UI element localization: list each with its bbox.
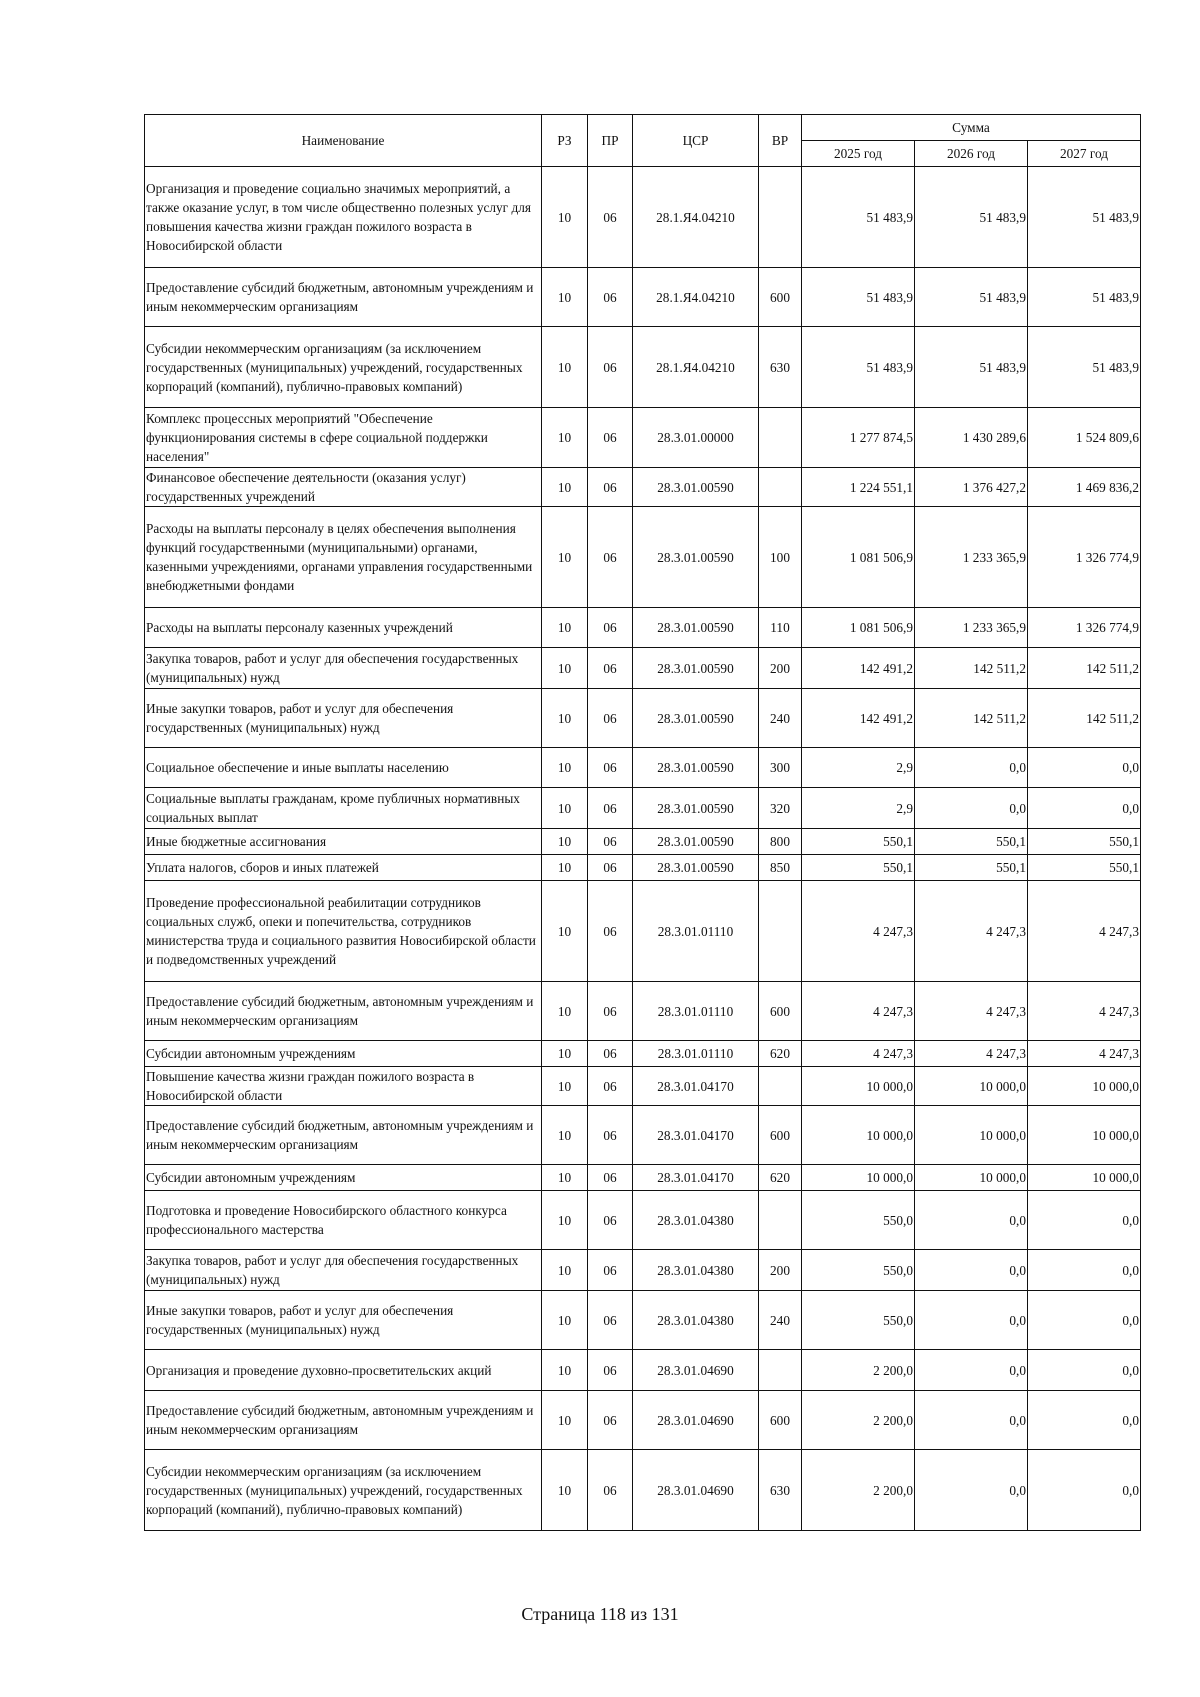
- cell-name: Комплекс процессных мероприятий "Обеспечение функционирования системы в сфере социальной поддержки населения": [145, 408, 542, 468]
- cell-vr: 620: [759, 1041, 802, 1067]
- cell-sum-2027: 550,1: [1028, 829, 1141, 855]
- header-year-2026: 2026 год: [915, 141, 1028, 167]
- cell-vr: 240: [759, 1291, 802, 1350]
- cell-pr: 06: [588, 1350, 633, 1391]
- cell-csr: 28.3.01.00000: [633, 408, 759, 468]
- cell-name: Предоставление субсидий бюджетным, автономным учреждениям и иным некоммерческим организациям: [145, 268, 542, 327]
- cell-pr: 06: [588, 1106, 633, 1165]
- cell-sum-2026: 142 511,2: [915, 689, 1028, 748]
- cell-vr: 800: [759, 829, 802, 855]
- cell-sum-2026: 10 000,0: [915, 1067, 1028, 1106]
- cell-sum-2027: 1 469 836,2: [1028, 468, 1141, 507]
- cell-csr: 28.3.01.00590: [633, 855, 759, 881]
- header-year-2025: 2025 год: [802, 141, 915, 167]
- cell-csr: 28.1.Я4.04210: [633, 167, 759, 268]
- cell-rz: 10: [542, 829, 588, 855]
- cell-sum-2027: 0,0: [1028, 1391, 1141, 1450]
- cell-rz: 10: [542, 648, 588, 689]
- cell-vr: 320: [759, 788, 802, 829]
- table-row: [145, 608, 1141, 648]
- cell-rz: 10: [542, 1450, 588, 1531]
- cell-vr: 300: [759, 748, 802, 788]
- cell-sum-2026: 4 247,3: [915, 982, 1028, 1041]
- cell-csr: 28.3.01.04380: [633, 1250, 759, 1291]
- cell-sum-2027: 1 524 809,6: [1028, 408, 1141, 468]
- cell-pr: 06: [588, 1391, 633, 1450]
- cell-pr: 06: [588, 1041, 633, 1067]
- cell-sum-2026: 1 233 365,9: [915, 507, 1028, 608]
- cell-csr: 28.3.01.00590: [633, 689, 759, 748]
- cell-csr: 28.3.01.01110: [633, 881, 759, 982]
- cell-vr: 630: [759, 327, 802, 408]
- cell-name: Субсидии автономным учреждениям: [145, 1041, 542, 1067]
- table-row: [145, 1191, 1141, 1250]
- cell-csr: 28.3.01.00590: [633, 468, 759, 507]
- cell-sum-2025: 51 483,9: [802, 167, 915, 268]
- cell-sum-2025: 550,1: [802, 829, 915, 855]
- cell-sum-2027: 10 000,0: [1028, 1106, 1141, 1165]
- cell-rz: 10: [542, 1165, 588, 1191]
- cell-sum-2026: 4 247,3: [915, 1041, 1028, 1067]
- table-row: [145, 1350, 1141, 1391]
- cell-sum-2027: 142 511,2: [1028, 648, 1141, 689]
- table-row: [145, 1450, 1141, 1531]
- cell-vr: 200: [759, 648, 802, 689]
- cell-csr: 28.1.Я4.04210: [633, 327, 759, 408]
- table-row: [145, 468, 1141, 507]
- table-row: [145, 268, 1141, 327]
- cell-sum-2027: 142 511,2: [1028, 689, 1141, 748]
- cell-name: Субсидии некоммерческим организациям (за исключением государственных (муниципальных) учреждений, государственных корпораций (компаний), публично-правовых компаний): [145, 327, 542, 408]
- cell-sum-2026: 4 247,3: [915, 881, 1028, 982]
- cell-vr: 600: [759, 1106, 802, 1165]
- cell-sum-2026: 0,0: [915, 1191, 1028, 1250]
- cell-sum-2026: 1 430 289,6: [915, 408, 1028, 468]
- cell-pr: 06: [588, 788, 633, 829]
- cell-rz: 10: [542, 1350, 588, 1391]
- table-row: [145, 1067, 1141, 1106]
- table-row: [145, 408, 1141, 468]
- cell-sum-2027: 51 483,9: [1028, 268, 1141, 327]
- cell-sum-2025: 1 081 506,9: [802, 507, 915, 608]
- cell-sum-2027: 0,0: [1028, 1191, 1141, 1250]
- cell-csr: 28.3.01.00590: [633, 748, 759, 788]
- cell-vr: [759, 408, 802, 468]
- cell-rz: 10: [542, 881, 588, 982]
- cell-sum-2026: 10 000,0: [915, 1165, 1028, 1191]
- cell-csr: 28.3.01.00590: [633, 788, 759, 829]
- cell-sum-2025: 4 247,3: [802, 982, 915, 1041]
- cell-sum-2026: 51 483,9: [915, 268, 1028, 327]
- cell-csr: 28.3.01.04380: [633, 1291, 759, 1350]
- cell-sum-2025: 550,1: [802, 855, 915, 881]
- cell-sum-2027: 0,0: [1028, 748, 1141, 788]
- cell-vr: 600: [759, 1391, 802, 1450]
- cell-vr: 240: [759, 689, 802, 748]
- header-pr: ПР: [588, 115, 633, 167]
- cell-rz: 10: [542, 689, 588, 748]
- cell-sum-2025: 10 000,0: [802, 1106, 915, 1165]
- cell-csr: 28.3.01.04690: [633, 1391, 759, 1450]
- cell-pr: 06: [588, 748, 633, 788]
- cell-name: Закупка товаров, работ и услуг для обеспечения государственных (муниципальных) нужд: [145, 1250, 542, 1291]
- cell-sum-2026: 1 233 365,9: [915, 608, 1028, 648]
- cell-sum-2025: 2 200,0: [802, 1350, 915, 1391]
- cell-name: Организация и проведение социально значимых мероприятий, а также оказание услуг, в том числе общественно полезных услуг для повышения качества жизни граждан пожилого возраста в Новосибирской области: [145, 167, 542, 268]
- cell-sum-2027: 1 326 774,9: [1028, 608, 1141, 648]
- table-row: [145, 881, 1141, 982]
- cell-sum-2026: 0,0: [915, 1250, 1028, 1291]
- cell-sum-2025: 142 491,2: [802, 648, 915, 689]
- header-rz: РЗ: [542, 115, 588, 167]
- cell-rz: 10: [542, 468, 588, 507]
- cell-name: Социальное обеспечение и иные выплаты населению: [145, 748, 542, 788]
- cell-sum-2026: 142 511,2: [915, 648, 1028, 689]
- cell-sum-2026: 51 483,9: [915, 167, 1028, 268]
- cell-name: Иные закупки товаров, работ и услуг для обеспечения государственных (муниципальных) нужд: [145, 1291, 542, 1350]
- cell-name: Иные бюджетные ассигнования: [145, 829, 542, 855]
- cell-csr: 28.3.01.04170: [633, 1067, 759, 1106]
- header-name: Наименование: [145, 115, 542, 167]
- header-vr: ВР: [759, 115, 802, 167]
- cell-sum-2026: 0,0: [915, 748, 1028, 788]
- table-row: [145, 507, 1141, 608]
- table-body: [145, 167, 1141, 1531]
- cell-sum-2025: 550,0: [802, 1191, 915, 1250]
- cell-name: Социальные выплаты гражданам, кроме публичных нормативных социальных выплат: [145, 788, 542, 829]
- cell-rz: 10: [542, 1106, 588, 1165]
- cell-sum-2025: 2,9: [802, 748, 915, 788]
- header-sum: Сумма: [802, 115, 1141, 141]
- cell-rz: 10: [542, 268, 588, 327]
- cell-sum-2027: 0,0: [1028, 1291, 1141, 1350]
- cell-sum-2025: 4 247,3: [802, 1041, 915, 1067]
- cell-sum-2025: 2 200,0: [802, 1450, 915, 1531]
- cell-pr: 06: [588, 881, 633, 982]
- cell-sum-2027: 10 000,0: [1028, 1067, 1141, 1106]
- cell-rz: 10: [542, 408, 588, 468]
- cell-csr: 28.3.01.01110: [633, 1041, 759, 1067]
- cell-pr: 06: [588, 327, 633, 408]
- table-row: [145, 982, 1141, 1041]
- cell-csr: 28.3.01.04380: [633, 1191, 759, 1250]
- cell-csr: 28.3.01.00590: [633, 648, 759, 689]
- cell-sum-2027: 550,1: [1028, 855, 1141, 881]
- table-row: [145, 1250, 1141, 1291]
- cell-vr: 110: [759, 608, 802, 648]
- table-row: [145, 1041, 1141, 1067]
- cell-sum-2025: 142 491,2: [802, 689, 915, 748]
- cell-pr: 06: [588, 468, 633, 507]
- cell-vr: [759, 1067, 802, 1106]
- table-row: [145, 167, 1141, 268]
- cell-name: Уплата налогов, сборов и иных платежей: [145, 855, 542, 881]
- table-row: [145, 748, 1141, 788]
- cell-pr: 06: [588, 1067, 633, 1106]
- cell-rz: 10: [542, 507, 588, 608]
- cell-vr: 620: [759, 1165, 802, 1191]
- cell-rz: 10: [542, 748, 588, 788]
- cell-sum-2026: 1 376 427,2: [915, 468, 1028, 507]
- header-row: [145, 115, 1141, 141]
- cell-name: Предоставление субсидий бюджетным, автономным учреждениям и иным некоммерческим организациям: [145, 982, 542, 1041]
- cell-vr: 200: [759, 1250, 802, 1291]
- cell-rz: 10: [542, 855, 588, 881]
- cell-sum-2025: 51 483,9: [802, 268, 915, 327]
- cell-rz: 10: [542, 1250, 588, 1291]
- cell-sum-2026: 0,0: [915, 788, 1028, 829]
- cell-sum-2025: 550,0: [802, 1291, 915, 1350]
- cell-csr: 28.3.01.04690: [633, 1350, 759, 1391]
- cell-sum-2025: 10 000,0: [802, 1067, 915, 1106]
- cell-vr: [759, 1191, 802, 1250]
- cell-sum-2027: 10 000,0: [1028, 1165, 1141, 1191]
- cell-name: Субсидии автономным учреждениям: [145, 1165, 542, 1191]
- table-row: [145, 788, 1141, 829]
- cell-sum-2027: 0,0: [1028, 1350, 1141, 1391]
- cell-sum-2025: 1 224 551,1: [802, 468, 915, 507]
- cell-sum-2025: 2 200,0: [802, 1391, 915, 1450]
- cell-sum-2027: 0,0: [1028, 788, 1141, 829]
- cell-name: Предоставление субсидий бюджетным, автономным учреждениям и иным некоммерческим организациям: [145, 1391, 542, 1450]
- cell-pr: 06: [588, 689, 633, 748]
- header-csr: ЦСР: [633, 115, 759, 167]
- cell-vr: 630: [759, 1450, 802, 1531]
- cell-rz: 10: [542, 608, 588, 648]
- cell-name: Организация и проведение духовно-просветительских акций: [145, 1350, 542, 1391]
- cell-sum-2027: 1 326 774,9: [1028, 507, 1141, 608]
- cell-csr: 28.3.01.04170: [633, 1165, 759, 1191]
- cell-name: Проведение профессиональной реабилитации сотрудников социальных служб, опеки и попечительства, сотрудников министерства труда и социального развития Новосибирской области и подведомственных учреждений: [145, 881, 542, 982]
- cell-pr: 06: [588, 648, 633, 689]
- table-row: [145, 1391, 1141, 1450]
- cell-pr: 06: [588, 982, 633, 1041]
- table-row: [145, 1165, 1141, 1191]
- cell-csr: 28.3.01.04690: [633, 1450, 759, 1531]
- cell-sum-2027: 4 247,3: [1028, 1041, 1141, 1067]
- cell-sum-2027: 0,0: [1028, 1450, 1141, 1531]
- cell-sum-2026: 0,0: [915, 1450, 1028, 1531]
- table-row: [145, 327, 1141, 408]
- page-number: Страница 118 из 131: [521, 1604, 679, 1624]
- table-row: [145, 1106, 1141, 1165]
- cell-sum-2027: 51 483,9: [1028, 327, 1141, 408]
- cell-name: Субсидии некоммерческим организациям (за исключением государственных (муниципальных) учреждений, государственных корпораций (компаний), публично-правовых компаний): [145, 1450, 542, 1531]
- table-row: [145, 1291, 1141, 1350]
- cell-vr: 850: [759, 855, 802, 881]
- cell-rz: 10: [542, 167, 588, 268]
- cell-vr: [759, 468, 802, 507]
- table-row: [145, 829, 1141, 855]
- cell-pr: 06: [588, 1165, 633, 1191]
- cell-sum-2026: 0,0: [915, 1350, 1028, 1391]
- cell-vr: [759, 167, 802, 268]
- cell-name: Подготовка и проведение Новосибирского областного конкурса профессионального мастерства: [145, 1191, 542, 1250]
- cell-sum-2027: 4 247,3: [1028, 881, 1141, 982]
- cell-rz: 10: [542, 1041, 588, 1067]
- cell-sum-2025: 2,9: [802, 788, 915, 829]
- cell-rz: 10: [542, 327, 588, 408]
- table-row: [145, 648, 1141, 689]
- cell-pr: 06: [588, 268, 633, 327]
- cell-name: Расходы на выплаты персоналу в целях обеспечения выполнения функций государственными (муниципальными) органами, казенными учреждениями, органами управления государственными внебюджетными фондами: [145, 507, 542, 608]
- cell-sum-2025: 10 000,0: [802, 1165, 915, 1191]
- cell-pr: 06: [588, 1291, 633, 1350]
- cell-name: Предоставление субсидий бюджетным, автономным учреждениям и иным некоммерческим организациям: [145, 1106, 542, 1165]
- cell-sum-2025: 1 277 874,5: [802, 408, 915, 468]
- table-row: [145, 855, 1141, 881]
- cell-vr: 100: [759, 507, 802, 608]
- table-row: [145, 689, 1141, 748]
- cell-rz: 10: [542, 1291, 588, 1350]
- cell-rz: 10: [542, 1067, 588, 1106]
- cell-rz: 10: [542, 982, 588, 1041]
- cell-sum-2026: 51 483,9: [915, 327, 1028, 408]
- cell-sum-2027: 4 247,3: [1028, 982, 1141, 1041]
- budget-table: [144, 114, 1141, 1531]
- cell-csr: 28.3.01.01110: [633, 982, 759, 1041]
- cell-sum-2026: 0,0: [915, 1391, 1028, 1450]
- cell-vr: 600: [759, 268, 802, 327]
- cell-pr: 06: [588, 507, 633, 608]
- cell-csr: 28.3.01.00590: [633, 829, 759, 855]
- cell-pr: 06: [588, 1191, 633, 1250]
- cell-sum-2025: 51 483,9: [802, 327, 915, 408]
- cell-name: Иные закупки товаров, работ и услуг для обеспечения государственных (муниципальных) нужд: [145, 689, 542, 748]
- header-year-2027: 2027 год: [1028, 141, 1141, 167]
- cell-sum-2026: 550,1: [915, 855, 1028, 881]
- cell-pr: 06: [588, 855, 633, 881]
- cell-name: Повышение качества жизни граждан пожилого возраста в Новосибирской области: [145, 1067, 542, 1106]
- cell-sum-2026: 550,1: [915, 829, 1028, 855]
- cell-pr: 06: [588, 408, 633, 468]
- cell-name: Расходы на выплаты персоналу казенных учреждений: [145, 608, 542, 648]
- cell-sum-2026: 0,0: [915, 1291, 1028, 1350]
- cell-vr: [759, 1350, 802, 1391]
- cell-csr: 28.3.01.00590: [633, 608, 759, 648]
- cell-pr: 06: [588, 1450, 633, 1531]
- cell-pr: 06: [588, 167, 633, 268]
- cell-csr: 28.3.01.04170: [633, 1106, 759, 1165]
- cell-csr: 28.3.01.00590: [633, 507, 759, 608]
- cell-pr: 06: [588, 829, 633, 855]
- cell-sum-2027: 0,0: [1028, 1250, 1141, 1291]
- cell-vr: [759, 881, 802, 982]
- cell-name: Закупка товаров, работ и услуг для обеспечения государственных (муниципальных) нужд: [145, 648, 542, 689]
- cell-vr: 600: [759, 982, 802, 1041]
- cell-pr: 06: [588, 608, 633, 648]
- cell-sum-2025: 4 247,3: [802, 881, 915, 982]
- cell-rz: 10: [542, 1191, 588, 1250]
- cell-sum-2025: 550,0: [802, 1250, 915, 1291]
- cell-rz: 10: [542, 1391, 588, 1450]
- cell-name: Финансовое обеспечение деятельности (оказания услуг) государственных учреждений: [145, 468, 542, 507]
- cell-sum-2027: 51 483,9: [1028, 167, 1141, 268]
- cell-rz: 10: [542, 788, 588, 829]
- cell-csr: 28.1.Я4.04210: [633, 268, 759, 327]
- cell-pr: 06: [588, 1250, 633, 1291]
- cell-sum-2025: 1 081 506,9: [802, 608, 915, 648]
- cell-sum-2026: 10 000,0: [915, 1106, 1028, 1165]
